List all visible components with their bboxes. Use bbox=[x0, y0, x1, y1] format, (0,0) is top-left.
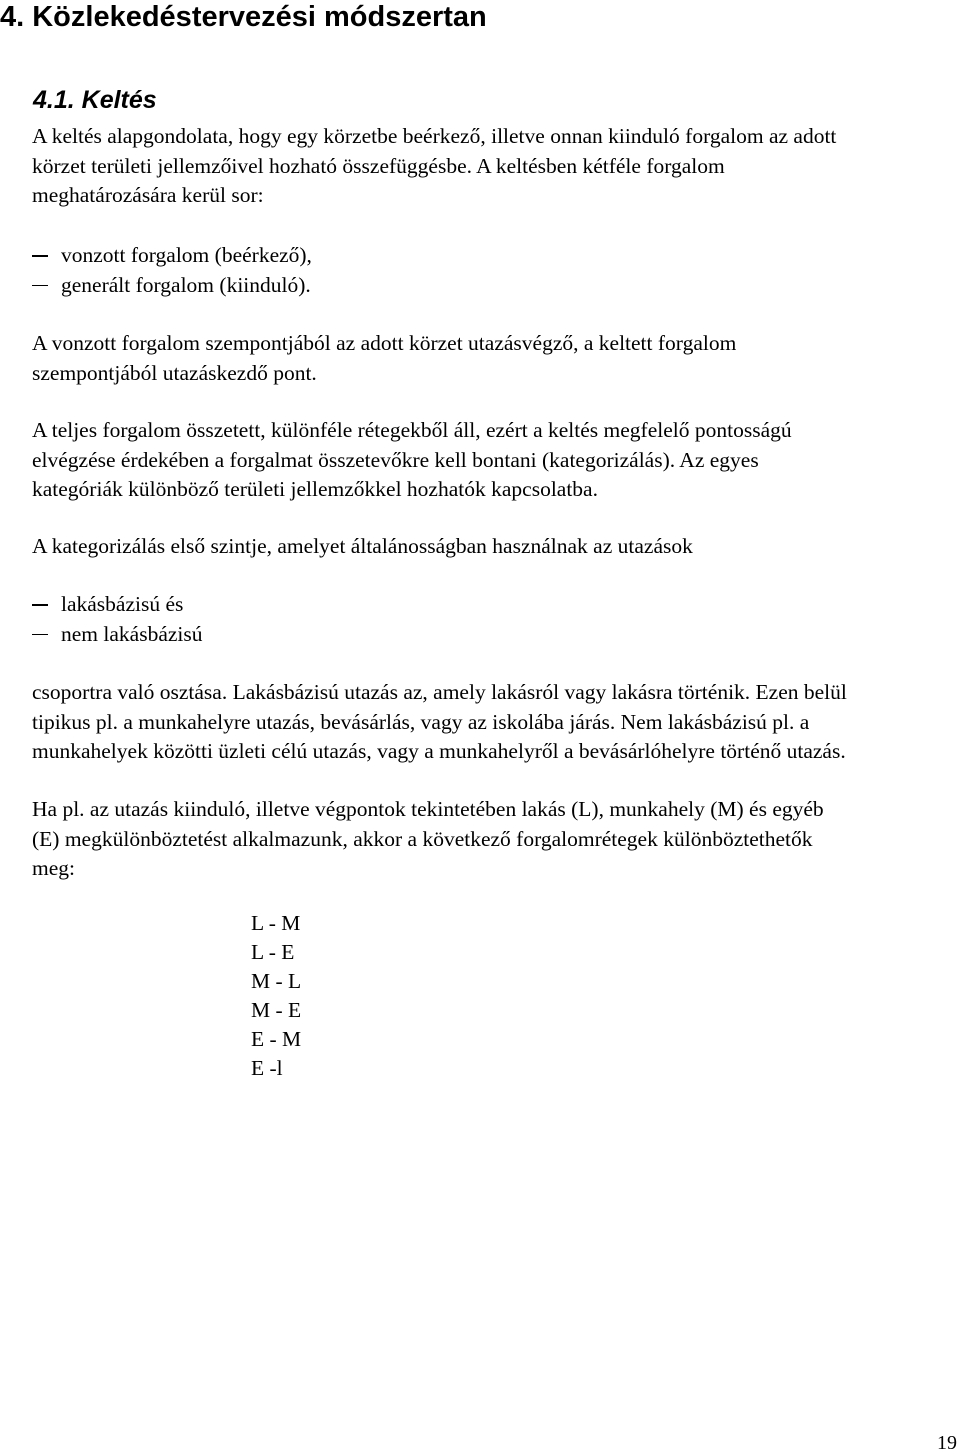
list-item bbox=[32, 620, 203, 650]
grouping-paragraph bbox=[32, 678, 960, 767]
paragraph-line: A teljes forgalom összetett, különféle rétegekből áll, ezért a keltés megfelelő pontosságú bbox=[32, 418, 792, 442]
paragraph-line: (E) megkülönböztetést alkalmazunk, akkor a következő forgalomrétegek különböztethetők bbox=[32, 826, 813, 851]
list-item-label: vonzott forgalom (beérkező), bbox=[61, 243, 312, 267]
endpoint-paragraph bbox=[32, 329, 960, 388]
paragraph-line: meg: bbox=[32, 856, 75, 880]
dash-bullet-icon bbox=[32, 285, 48, 287]
paragraph-line: kategóriák különböző területi jellemzőkkel hozhatók kapcsolatba. bbox=[32, 477, 598, 501]
traffic-layer-item: L - M bbox=[251, 911, 301, 935]
paragraph-line: tipikus pl. a munkahelyre utazás, bevásárlás, vagy az iskolába járás. Nem lakásbázisú pl. a bbox=[32, 709, 810, 734]
dash-bullet-icon bbox=[32, 604, 48, 606]
paragraph-line: meghatározására kerül sor: bbox=[32, 183, 264, 207]
traffic-layer-item: L - E bbox=[251, 940, 295, 964]
example-paragraph bbox=[32, 795, 960, 884]
list-item bbox=[32, 241, 312, 271]
categorization-intro bbox=[32, 532, 960, 562]
dash-bullet-icon bbox=[32, 634, 48, 636]
paragraph-line: elvégzése érdekében a forgalmat összetevőkre kell bontani (kategorizálás). Az egyes bbox=[32, 447, 759, 472]
section-heading: 4.1. Keltés bbox=[33, 86, 157, 114]
list-item bbox=[32, 590, 203, 620]
paragraph-line: A kategorizálás első szintje, amelyet általánosságban használnak az utazások bbox=[32, 534, 693, 558]
paragraph-line: A vonzott forgalom szempontjából az adott körzet utazásvégző, a keltett forgalom bbox=[32, 331, 737, 355]
traffic-layers-list bbox=[251, 909, 301, 1083]
list-item-label: lakásbázisú és bbox=[61, 592, 184, 616]
traffic-types-list bbox=[32, 241, 312, 300]
list-item bbox=[32, 271, 312, 301]
traffic-layer-item: M - E bbox=[251, 998, 302, 1022]
layers-paragraph bbox=[32, 416, 960, 505]
traffic-layer-item: E -l bbox=[251, 1056, 283, 1080]
page-number: 19 bbox=[937, 1432, 957, 1454]
traffic-layer-item: E - M bbox=[251, 1027, 302, 1051]
paragraph-line: szempontjából utazáskezdő pont. bbox=[32, 360, 317, 385]
list-item-label: generált forgalom (kiinduló). bbox=[61, 272, 311, 297]
traffic-layer-item: M - L bbox=[251, 969, 302, 993]
list-item-label: nem lakásbázisú bbox=[61, 621, 203, 646]
paragraph-line: csoportra való osztása. Lakásbázisú utazás az, amely lakásról vagy lakásra történik. Ezen belül bbox=[32, 680, 847, 704]
dash-bullet-icon bbox=[32, 255, 48, 257]
paragraph-line: Ha pl. az utazás kiinduló, illetve végpontok tekintetében lakás (L), munkahely (M) és egyéb bbox=[32, 797, 824, 821]
intro-paragraph bbox=[32, 122, 960, 211]
paragraph-line: A keltés alapgondolata, hogy egy körzetbe beérkező, illetve onnan kiinduló forgalom az adott bbox=[32, 124, 837, 148]
base-types-list bbox=[32, 590, 203, 649]
paragraph-line: körzet területi jellemzőivel hozható összefüggésbe. A keltésben kétféle forgalom bbox=[32, 153, 725, 178]
chapter-heading: 4. Közlekedéstervezési módszertan bbox=[0, 1, 487, 33]
paragraph-line: munkahelyek közötti üzleti célú utazás, vagy a munkahelyről a bevásárlóhelyre történő utazás. bbox=[32, 739, 846, 763]
